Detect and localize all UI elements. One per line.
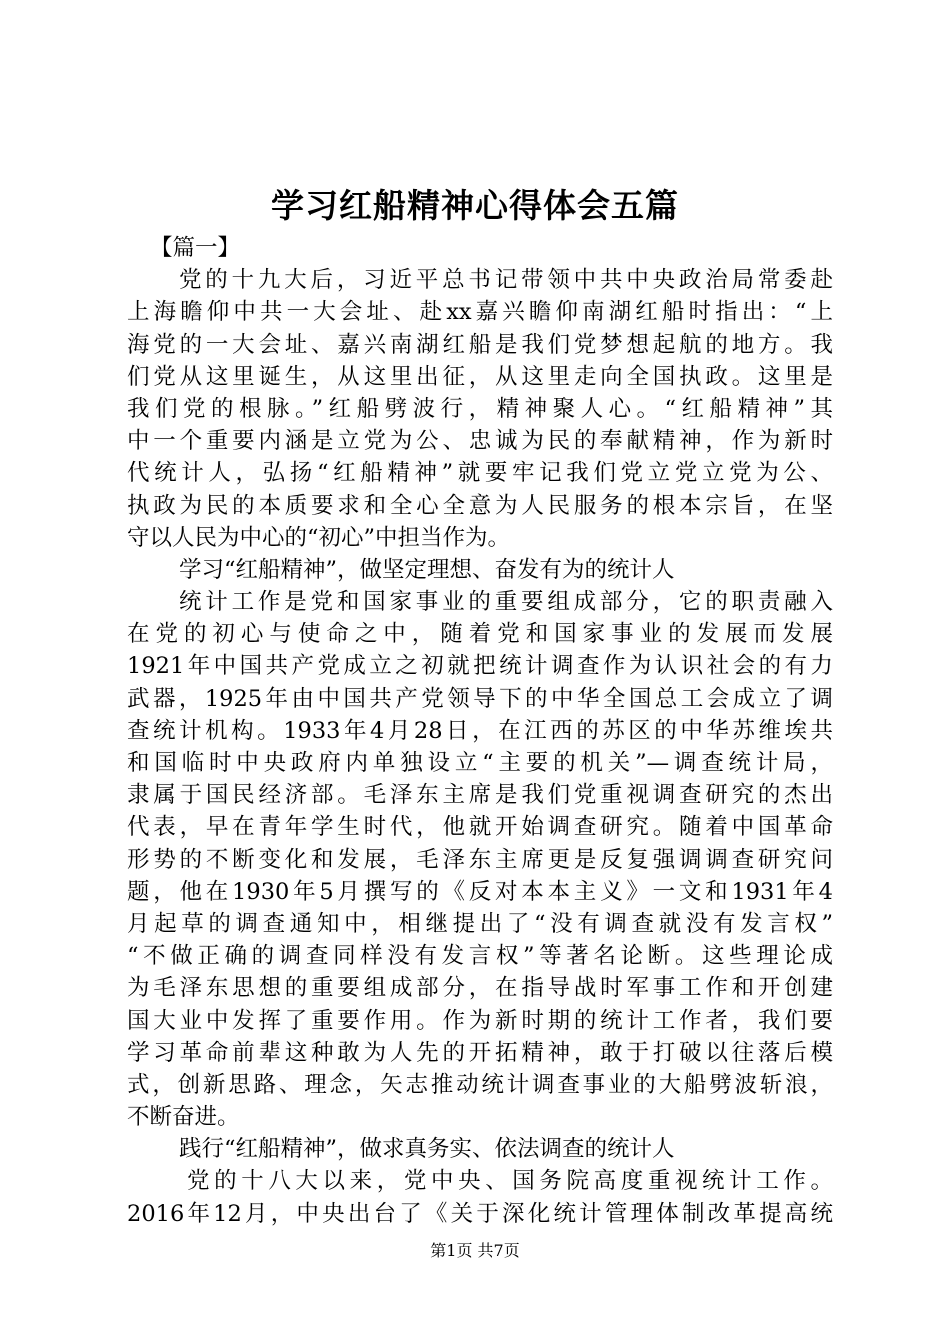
text-line: 们党从这里诞生，从这里出征，从这里走向全国执政。这里是 (127, 363, 833, 390)
text-line: 式，创新思路、理念，矢志推动统计调查事业的大船劈波斩浪， (127, 1071, 833, 1098)
text-line: 代表，早在青年学生时代，他就开始调查研究。随着中国革命 (127, 814, 833, 841)
document-title: 学习红船精神心得体会五篇 (271, 186, 679, 225)
text-line: 代统计人，弘扬“红船精神”就要牢记我们党立党立党为公、 (127, 460, 833, 487)
text-line: 上海瞻仰中共一大会址、赴xx嘉兴瞻仰南湖红船时指出：“上 (127, 299, 833, 326)
text-line: 守以人民为中心的“初心”中担当作为。 (127, 524, 511, 551)
subheading-line: 学习“红船精神”，做坚定理想、奋发有为的统计人 (179, 556, 675, 583)
text-line: 2016年12月，中央出台了《关于深化统计管理体制改革提高统 (127, 1200, 833, 1227)
text-line: 统计工作是党和国家事业的重要组成部分，它的职责融入 (179, 589, 833, 616)
text-line: 月起草的调查通知中，相继提出了“没有调查就没有发言权” (127, 910, 833, 937)
text-line: 形势的不断变化和发展，毛泽东主席更是反复强调调查研究问 (127, 846, 833, 873)
text-line: 武器，1925年由中国共产党领导下的中华全国总工会成立了调 (127, 685, 833, 712)
text-line: 为毛泽东思想的重要组成部分，在指导战时军事工作和开创建 (127, 975, 833, 1002)
text-line: 党的十八大以来，党中央、国务院高度重视统计工作。 (187, 1168, 833, 1195)
text-line: 国大业中发挥了重要作用。作为新时期的统计工作者，我们要 (127, 1007, 833, 1034)
text-line: 我们党的根脉。”红船劈波行，精神聚人心。“红船精神”其 (127, 395, 833, 422)
text-line: 海党的一大会址、嘉兴南湖红船是我们党梦想起航的地方。我 (127, 331, 833, 358)
text-line: 隶属于国民经济部。毛泽东主席是我们党重视调查研究的杰出 (127, 782, 833, 809)
text-line: 查统计机构。1933年4月28日，在江西的苏区的中华苏维埃共 (127, 717, 833, 744)
text-line: 执政为民的本质要求和全心全意为人民服务的根本宗旨，在坚 (127, 492, 833, 519)
text-line: 学习革命前辈这种敢为人先的开拓精神，敢于打破以往落后模 (127, 1039, 833, 1066)
subheading-line: 践行“红船精神”，做求真务实、依法调查的统计人 (179, 1136, 675, 1163)
text-line: 党的十九大后，习近平总书记带领中共中央政治局常委赴 (179, 267, 833, 294)
text-line: 在党的初心与使命之中，随着党和国家事业的发展而发展 (127, 621, 833, 648)
section-heading: 【篇一】 (150, 235, 241, 261)
text-line: 中一个重要内涵是立党为公、忠诚为民的奉献精神，作为新时 (127, 428, 833, 455)
page-number-footer: 第1页 共7页 (430, 1241, 520, 1260)
text-line: 题，他在1930年5月撰写的《反对本本主义》一文和1931年4 (127, 878, 833, 905)
text-line: 1921年中国共产党成立之初就把统计调查作为认识社会的有力 (127, 653, 833, 680)
text-line: “不做正确的调查同样没有发言权”等著名论断。这些理论成 (127, 943, 833, 970)
text-line: 不断奋进。 (127, 1104, 240, 1131)
text-line: 和国临时中央政府内单独设立“主要的机关”—调查统计局， (127, 750, 833, 776)
document-body (127, 232, 833, 1230)
